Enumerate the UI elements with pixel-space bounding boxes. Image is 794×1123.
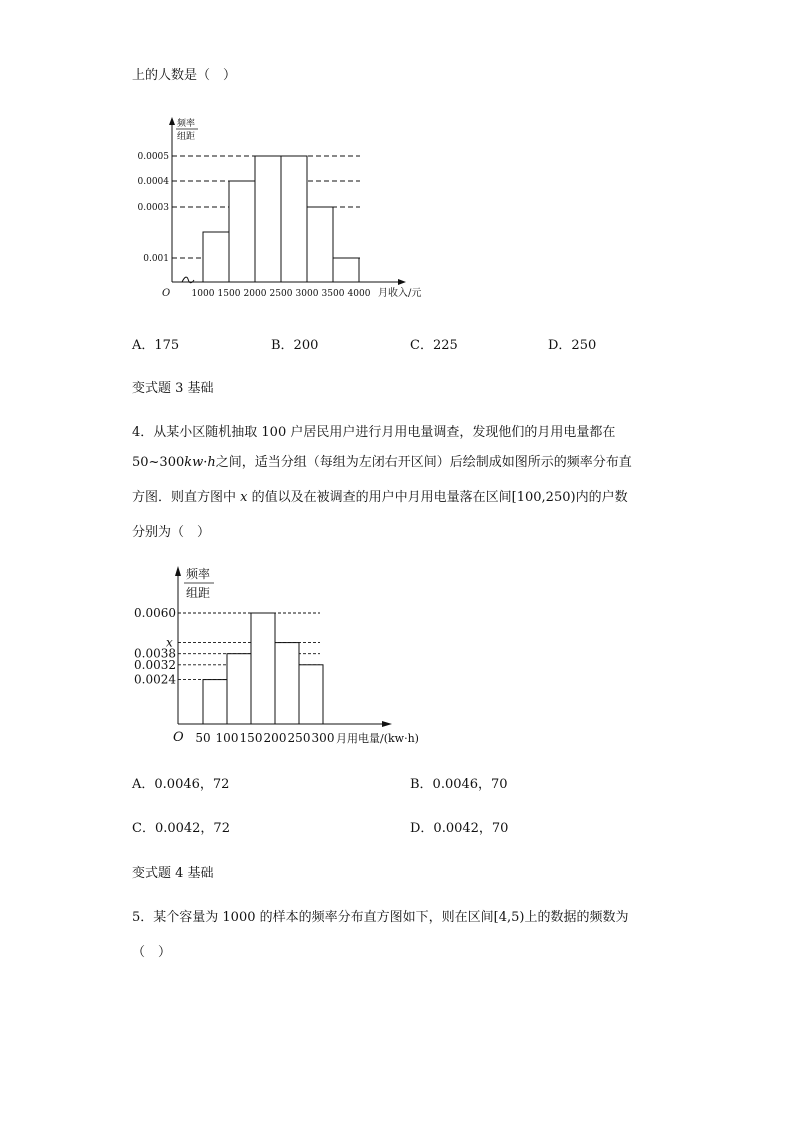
option-d[interactable]: D．250: [548, 338, 597, 353]
option-d[interactable]: D．0.0042，70: [410, 821, 509, 836]
question-4-line-3: 方图．则直方图中 x 的值以及在被调查的用户中月用电量落在区间[100,250)内的户数: [132, 490, 628, 505]
histogram-electricity: [130, 562, 430, 750]
x-tick-label: 300: [311, 731, 335, 745]
y-tick-label: 0.0032: [134, 657, 176, 672]
x-tick-label: 1500: [217, 289, 241, 299]
origin-label: O: [173, 730, 184, 745]
question-4-line-1: 4．从某小区随机抽取 100 户居民用户进行月用电量调查，发现他们的月用电量都在: [132, 425, 616, 440]
y-tick-label: 0.0004: [137, 177, 169, 187]
option-a[interactable]: A．0.0046，72: [132, 777, 230, 792]
x-tick-label: 100: [215, 731, 239, 745]
histogram-bar: [227, 654, 251, 724]
y-tick-label: 0.0038: [134, 646, 176, 661]
question-4-line-2: 50~300kw·h之间，适当分组（每组为左闭右开区间）后绘制成如图所示的频率分布直: [132, 455, 632, 470]
question-5-line-1: 5．某个容量为 1000 的样本的频率分布直方图如下，则在区间[4,5)上的数据的频数为: [132, 910, 629, 925]
question-5-line-2: （ ）: [132, 945, 172, 960]
histogram-income: [130, 110, 450, 310]
x-axis-label: 月用电量/(kw·h): [336, 732, 419, 745]
x-tick-label: 50: [195, 731, 211, 745]
x-tick-label: 1000: [191, 289, 215, 299]
y-tick-label: 0.0005: [137, 152, 169, 162]
y-label-denominator: 组距: [177, 132, 196, 142]
variant-4-heading: 变式题 4 基础: [132, 866, 214, 881]
histogram-bar: [333, 258, 359, 282]
y-tick-label: 0.0024: [134, 672, 176, 687]
question-4-line-4: 分别为（ ）: [132, 525, 211, 540]
question-3-tail: 上的人数是（ ）: [132, 68, 237, 83]
y-tick-label: x: [166, 635, 173, 650]
x-axis-arrow: [382, 721, 392, 727]
y-axis-arrow: [175, 566, 181, 576]
origin-label: O: [162, 288, 171, 299]
option-b[interactable]: B．0.0046，70: [410, 777, 508, 792]
histogram-bar: [203, 232, 229, 282]
histogram-bar: [281, 156, 307, 282]
histogram-bar: [255, 156, 281, 282]
x-tick-label: 150: [239, 731, 263, 745]
option-a[interactable]: A．175: [132, 338, 180, 353]
x-tick-label: 2500: [269, 289, 293, 299]
y-tick-label: 0.0003: [137, 203, 169, 213]
option-b[interactable]: B．200: [271, 338, 319, 353]
x-tick-label: 2000: [243, 289, 267, 299]
histogram-bar: [229, 181, 255, 282]
histogram-bar: [275, 643, 299, 724]
x-tick-label: 3000: [295, 289, 319, 299]
y-label-numerator: 频率: [177, 119, 196, 129]
y-axis-arrow: [169, 117, 175, 125]
x-tick-label: 250: [287, 731, 311, 745]
x-axis-arrow: [398, 279, 406, 285]
y-tick-label: 0.0060: [134, 606, 176, 620]
y-label-denominator: 组距: [186, 586, 211, 600]
x-axis-label: 月收入/元: [378, 288, 422, 299]
x-tick-label: 3500: [321, 289, 345, 299]
histogram-bar: [307, 207, 333, 282]
histogram-bar: [203, 680, 227, 724]
option-c[interactable]: C．0.0042，72: [132, 821, 230, 836]
y-label-numerator: 频率: [186, 567, 211, 581]
x-tick-label: 4000: [347, 289, 371, 299]
histogram-bar: [299, 665, 323, 724]
option-c[interactable]: C．225: [410, 338, 458, 353]
variant-3-heading: 变式题 3 基础: [132, 381, 214, 396]
x-tick-label: 200: [263, 731, 287, 745]
y-tick-label: 0.001: [143, 254, 169, 264]
histogram-bar: [251, 613, 275, 724]
